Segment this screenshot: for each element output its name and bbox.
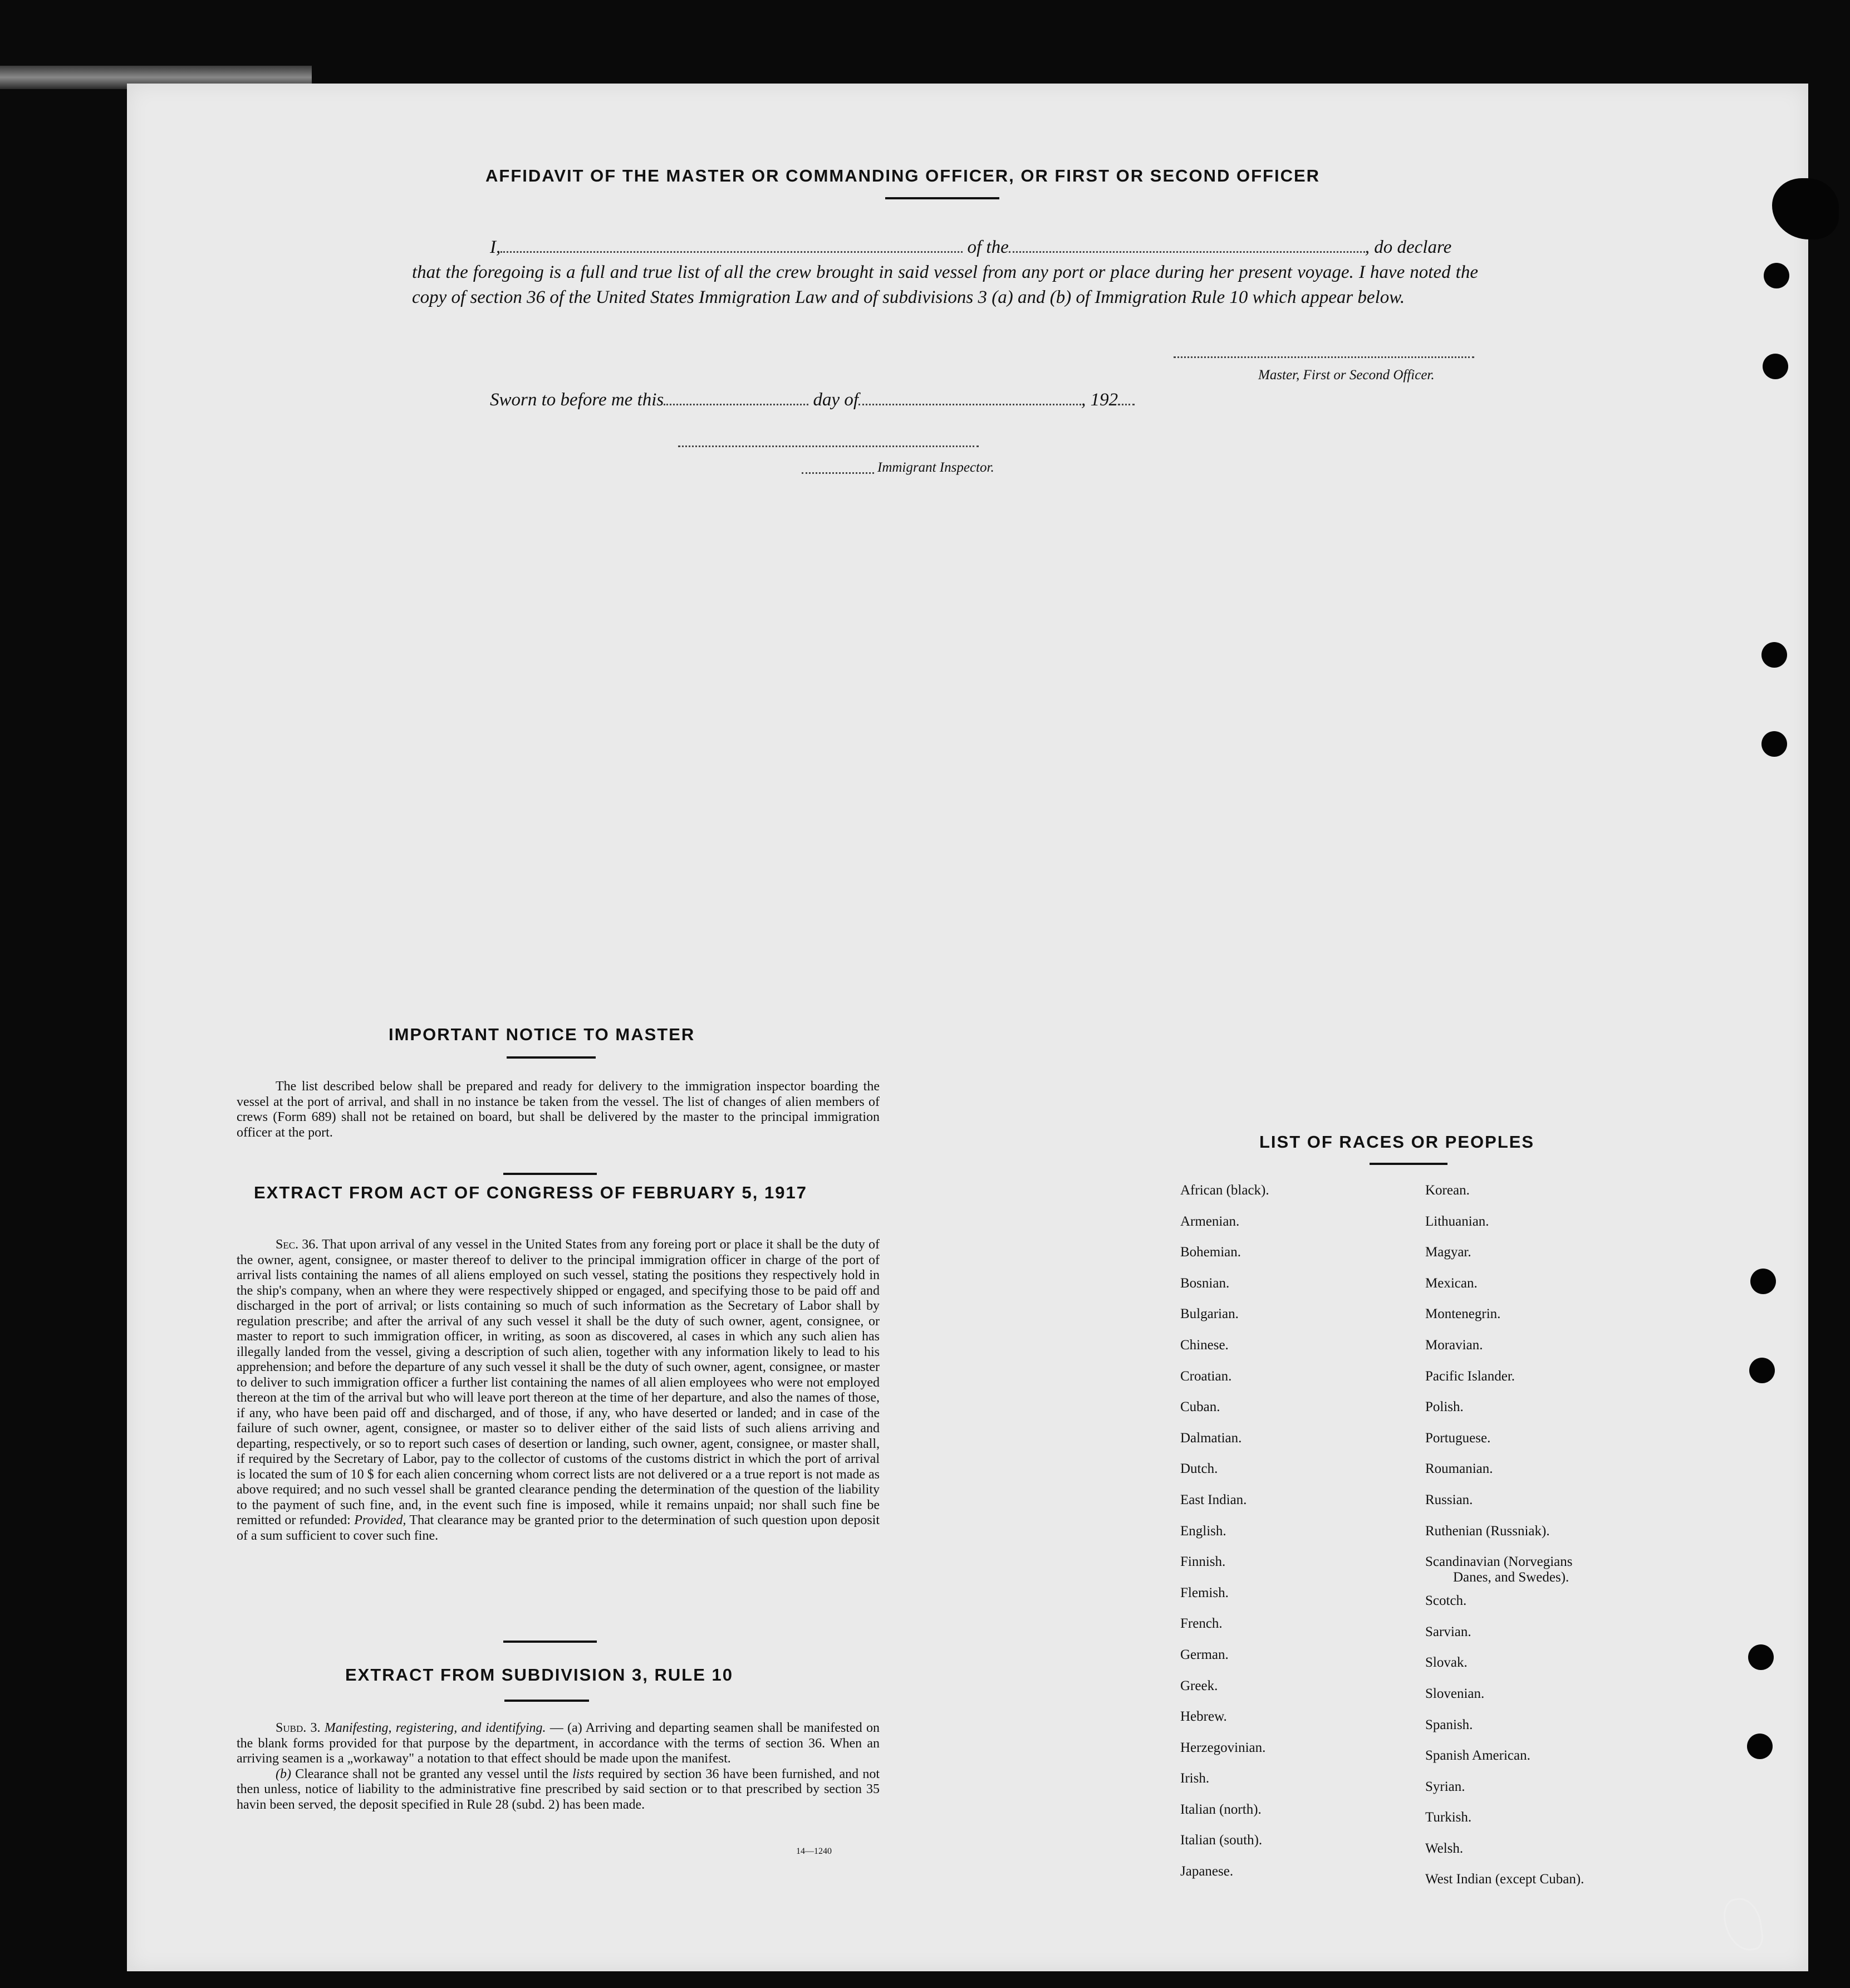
punch-hole <box>1747 1734 1773 1759</box>
rule-body <box>237 1721 880 1813</box>
race-item: Hebrew. <box>1180 1709 1227 1725</box>
affidavit-declare: , do declare <box>1365 237 1452 257</box>
race-item: Spanish. <box>1425 1717 1473 1732</box>
notice-body <box>237 1079 880 1140</box>
affidavit-text <box>412 235 1478 310</box>
race-item: Italian (north). <box>1180 1801 1262 1817</box>
race-item: Japanese. <box>1180 1864 1234 1879</box>
sworn-year: , 192 <box>1081 390 1118 410</box>
race-item: Slovak. <box>1425 1655 1468 1671</box>
race-item: Armenian. <box>1180 1213 1240 1229</box>
punch-hole <box>1761 731 1787 757</box>
act-body <box>237 1237 880 1544</box>
race-item: Spanish American. <box>1425 1748 1530 1764</box>
race-item: Flemish. <box>1180 1585 1229 1600</box>
sworn-month-field[interactable] <box>858 404 1081 405</box>
race-item: Russian. <box>1425 1492 1473 1507</box>
race-item: Portuguese. <box>1425 1430 1491 1446</box>
punch-hole <box>1750 1269 1776 1294</box>
act-bottom-rule <box>503 1641 597 1643</box>
rule-para-b-label: (b) <box>276 1766 291 1781</box>
race-item: Welsh. <box>1425 1840 1464 1856</box>
race-item: Slovenian. <box>1425 1686 1485 1701</box>
punch-hole <box>1761 642 1787 668</box>
race-item: Korean. <box>1425 1183 1470 1198</box>
race-item: Chinese. <box>1180 1337 1229 1353</box>
race-item: Croatian. <box>1180 1368 1232 1384</box>
race-item: Scandinavian (Norvegians <box>1425 1554 1573 1570</box>
act-title: EXTRACT FROM ACT OF CONGRESS OF FEBRUARY 5, 1917 <box>254 1183 807 1202</box>
race-item: Roumanian. <box>1425 1461 1493 1477</box>
race-item: Turkish. <box>1425 1810 1472 1825</box>
race-item: Sarvian. <box>1425 1624 1471 1639</box>
race-item: Bulgarian. <box>1180 1306 1239 1322</box>
sworn-day-field[interactable] <box>664 404 808 405</box>
affidavit-title: AFFIDAVIT OF THE MASTER OR COMMANDING OFFICER, OR FIRST OR SECOND OFFICER <box>485 166 1321 185</box>
race-item: Polish. <box>1425 1399 1464 1415</box>
punch-hole <box>1764 263 1789 288</box>
punch-hole <box>1749 1358 1775 1383</box>
rule-title: EXTRACT FROM SUBDIVISION 3, RULE 10 <box>345 1665 733 1685</box>
race-item: Finnish. <box>1180 1554 1226 1570</box>
act-section-label: Sec. 36. <box>276 1237 319 1252</box>
races-title: LIST OF RACES OR PEOPLES <box>1259 1132 1535 1152</box>
races-right-column <box>1425 1175 1584 1895</box>
rule-title-rule <box>504 1700 589 1702</box>
race-item: East Indian. <box>1180 1492 1247 1507</box>
notice-title-rule <box>507 1056 596 1059</box>
race-item: Lithuanian. <box>1425 1213 1489 1229</box>
rule-para-b-lists: lists <box>572 1766 594 1781</box>
act-body-text: That upon arrival of any vessel in the United States from any foreing port or place it shall be the duty of the owner, agent, consignee, or master thereof to deliver to the principal immigration officer in charge of the port of arrival lists containing the names of all aliens employed on such vessel, stating the positions they respectively hold in the ship's company, when an where they were respectively shipped or engaged, and specifying those to be paid off and discharged in the port of arrival; or lists containing so much of such information as the Secretary of Labor shall by regulation prescribe; and after the arrival of any such vessel it shall be the duty of such owner, agent, consignee, or master to report to such immigration officer, in writing, as soon as discovered, al cases in which any such alien has illegally landed from the vessel, giving a description of such alien, together with any information likely to lead to his apprehension; and before the departure of any such vessel it shall be the duty of such owner, agent, consignee, or master to deliver to such immigration officer a further list containing the names of all alien employees who were not employed thereon at the tim of the arrival but who will leave port thereon at the time of her departure, and also the names of those, if any, who have been paid off and discharged, and of those, if any, who have deserted or landed; and in case of the failure of such owner, agent, consignee, or master so to deliver either of the said lists of such aliens arriving and departing, respectively, or so to report such cases of desertion or landing, such owner, agent, consignee, or master shall, if required by the Secretary of Labor, pay to the collector of customs of the customs district in which the port of arrival is located the sum of 10 $ for each alien concerning whom correct lists are not delivered or a a true report is not made as above required; and no such vessel shall be granted clearance pending the determination of the question of the liability to the payment of such fine, and, in the event such fine is imposed, while it remains unpaid; nor shall such fine be remitted or refunded: <box>237 1237 880 1527</box>
notice-title: IMPORTANT NOTICE TO MASTER <box>389 1025 695 1044</box>
race-item: Danes, and Swedes). <box>1453 1570 1569 1585</box>
race-item: Bohemian. <box>1180 1245 1241 1260</box>
race-item: Dutch. <box>1180 1461 1218 1477</box>
master-signature-caption: Master, First or Second Officer. <box>1258 368 1435 383</box>
sworn-year-field[interactable] <box>1118 404 1135 405</box>
act-top-rule <box>503 1173 597 1175</box>
affidavit-title-rule <box>885 197 999 199</box>
punch-hole <box>1748 1644 1774 1670</box>
race-item: Ruthenian (Russniak). <box>1425 1523 1550 1539</box>
race-item: Irish. <box>1180 1771 1210 1786</box>
races-title-rule <box>1370 1163 1447 1165</box>
sworn-prefix: Sworn to before me this <box>490 390 664 410</box>
race-item: French. <box>1180 1616 1223 1632</box>
race-item: Montenegrin. <box>1425 1306 1501 1322</box>
race-item: Bosnian. <box>1180 1275 1230 1291</box>
race-item: Cuban. <box>1180 1399 1220 1415</box>
affidavit-i: I, <box>490 237 501 257</box>
act-provided: Provided, <box>354 1513 406 1527</box>
inspector-caption: Immigrant Inspector. <box>877 460 994 475</box>
race-item: African (black). <box>1180 1183 1269 1198</box>
sworn-line <box>490 390 1135 410</box>
race-item: Scotch. <box>1425 1593 1467 1609</box>
races-left-column <box>1180 1175 1269 1887</box>
act-body-end: That clearance may be granted prior to the determination of such question upon deposit of a sum sufficient to cover such fine. <box>237 1513 880 1543</box>
form-number: 14—1240 <box>796 1847 832 1856</box>
race-item: German. <box>1180 1647 1229 1662</box>
rule-para-b-rest: required by section 36 have been furnished, and not then unless, notice of liability to the administrative fine prescribed by said section or to that prescribed by section 35 havin been served, the deposit specified in Rule 28 (subd. 2) has been made. <box>237 1766 880 1812</box>
master-signature-field[interactable] <box>1174 356 1474 358</box>
race-item: Herzegovinian. <box>1180 1740 1266 1755</box>
rule-para-a: — (a) Arriving and departing seamen shall be manifested on the blank forms provided for that purpose by the department, in accordance with the terms of section 36. When an arriving seamen is a „workaway" a notation to that effect should be made upon the manifest. <box>237 1721 880 1766</box>
punch-hole <box>1763 354 1788 379</box>
race-item: Magyar. <box>1425 1245 1471 1260</box>
race-item: Dalmatian. <box>1180 1430 1242 1446</box>
race-item: Greek. <box>1180 1678 1218 1693</box>
torn-corner <box>1772 178 1839 239</box>
race-item: Pacific Islander. <box>1425 1368 1515 1384</box>
affidavit-body: that the foregoing is a full and true list of all the crew brought in said vessel from any port or place during her present voyage. I have noted the copy of section 36 of the United States Immigration Law and of subdivisions 3 (a) and (b) of Immigration Rule 10 which appear below. <box>412 262 1478 307</box>
race-item: West Indian (except Cuban). <box>1425 1872 1584 1887</box>
rule-subd-heading: Manifesting, registering, and identifying. <box>324 1721 546 1735</box>
affidavit-of-the: of the <box>967 237 1009 257</box>
race-item: Moravian. <box>1425 1337 1483 1353</box>
rule-subd-label: Subd. 3. <box>276 1721 321 1735</box>
race-item: English. <box>1180 1523 1226 1539</box>
notice-body-text: The list described below shall be prepared and ready for delivery to the immigration inspector boarding the vessel at the port of arrival, and shall in no instance be taken from the vessel. The list of changes of alien members of crews (Form 689) shall not be retained on board, but shall be delivered by the master to the principal immigration officer at the port. <box>237 1079 880 1140</box>
vessel-field[interactable] <box>1009 251 1365 253</box>
name-field[interactable] <box>500 251 963 253</box>
inspector-prefix-dots <box>802 472 874 474</box>
race-item: Mexican. <box>1425 1275 1478 1291</box>
race-item: Syrian. <box>1425 1779 1465 1794</box>
rule-para-b-start: Clearance shall not be granted any vessel until the <box>295 1766 568 1781</box>
race-item: Italian (south). <box>1180 1833 1263 1848</box>
inspector-signature-field[interactable] <box>678 445 979 447</box>
sworn-day-of: day of <box>813 390 859 410</box>
